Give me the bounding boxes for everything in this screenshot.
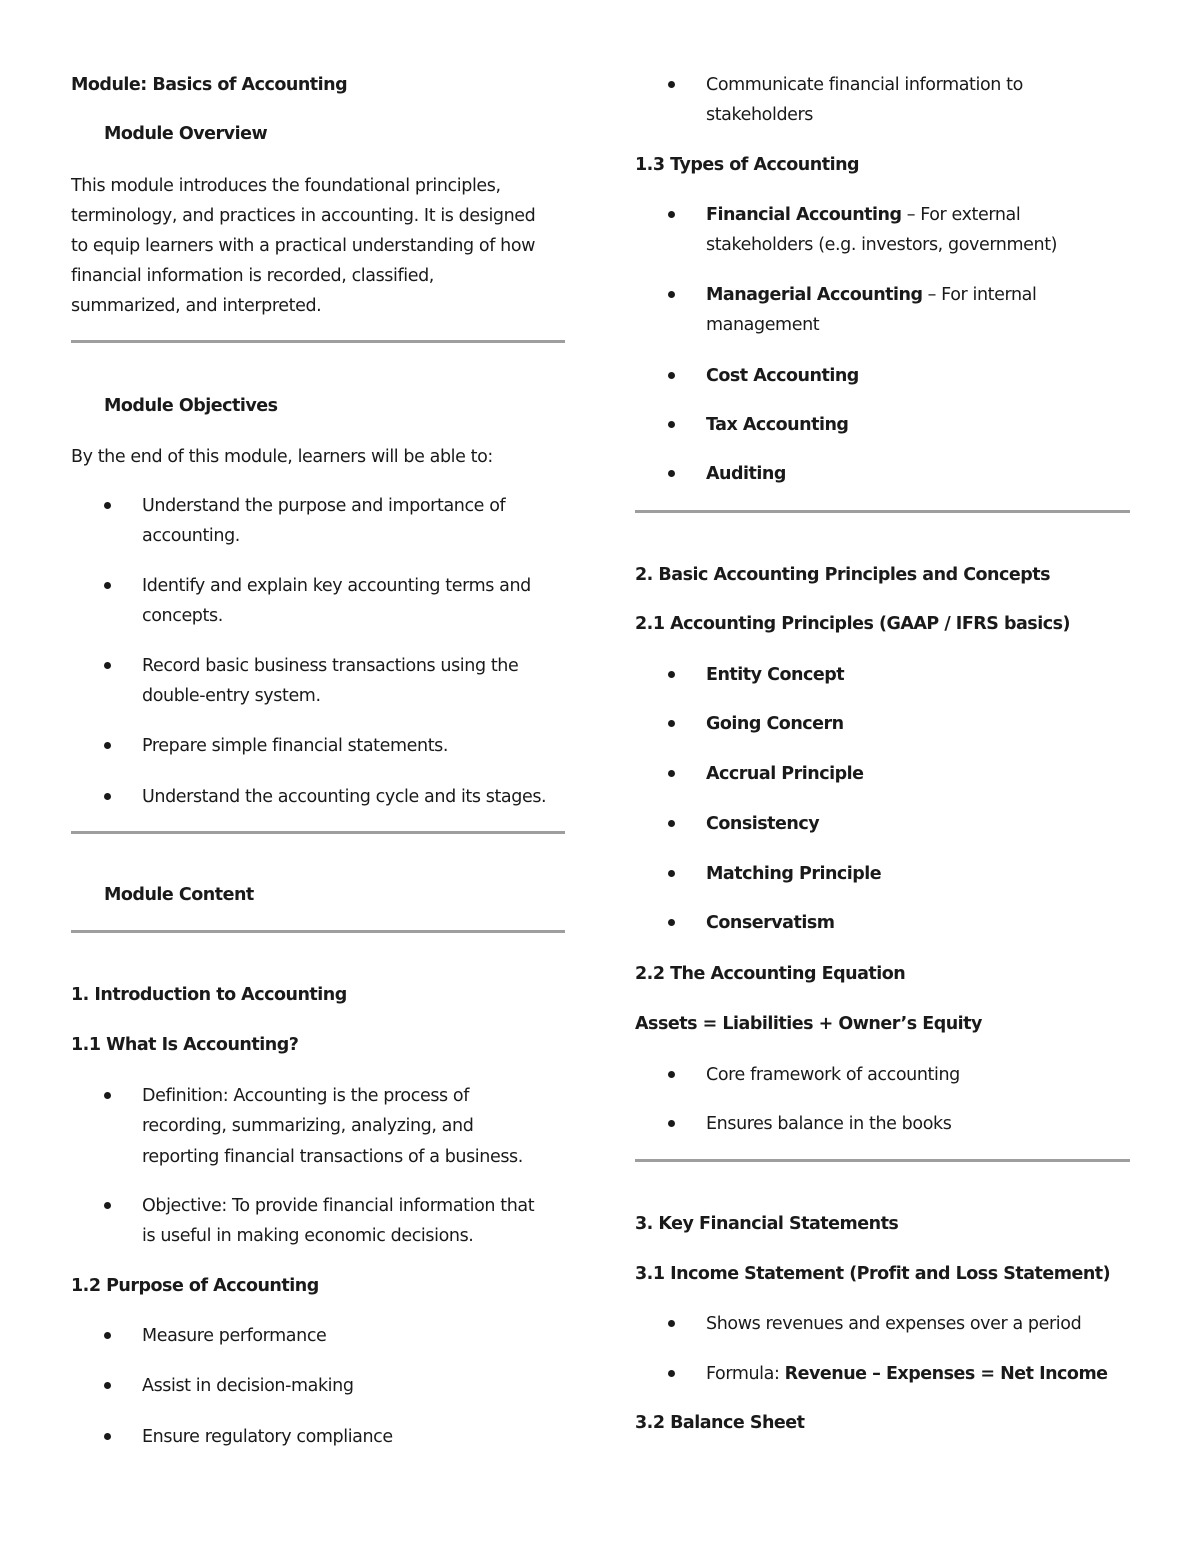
bullet-icon: [104, 1332, 111, 1339]
purpose-item: Communicate financial information to: [706, 75, 1023, 95]
bullet-icon: [104, 662, 111, 669]
bullet-icon: [104, 1092, 111, 1099]
bullet-icon: [668, 1370, 675, 1377]
subsection-heading: 3.2 Balance Sheet: [635, 1413, 805, 1433]
subsection-heading: 1.1 What Is Accounting?: [71, 1035, 299, 1055]
accounting-type-name: Auditing: [706, 464, 786, 484]
purpose-item: Assist in decision-making: [142, 1376, 354, 1396]
overview-text-line: to equip learners with a practical understanding of how: [71, 236, 536, 256]
bullet-icon: [668, 211, 675, 218]
accounting-type-desc: management: [706, 315, 820, 335]
principle-item: Matching Principle: [706, 864, 882, 884]
income-statement-formula: [706, 1359, 1108, 1389]
bullet-icon: [668, 870, 675, 877]
bullet-icon: [668, 291, 675, 298]
principle-item: Accrual Principle: [706, 764, 864, 784]
bullet-icon: [668, 421, 675, 428]
accounting-type-item: [706, 280, 1036, 310]
objective-item: accounting.: [142, 526, 240, 546]
subsection-heading: 2.2 The Accounting Equation: [635, 964, 906, 984]
bullet-icon: [668, 372, 675, 379]
section-divider: [635, 1159, 1130, 1162]
purpose-item: stakeholders: [706, 105, 814, 125]
bullet-icon: [104, 1202, 111, 1209]
equation-item: Ensures balance in the books: [706, 1114, 952, 1134]
bullet-icon: [668, 919, 675, 926]
overview-heading: Module Overview: [104, 124, 268, 144]
income-statement-item: Shows revenues and expenses over a period: [706, 1314, 1082, 1334]
bullet-icon: [104, 502, 111, 509]
bullet-icon: [104, 793, 111, 800]
objectives-heading: Module Objectives: [104, 396, 278, 416]
objective-definition-item: Objective: To provide financial information that: [142, 1196, 535, 1216]
bullet-icon: [668, 671, 675, 678]
objective-definition-item: is useful in making economic decisions.: [142, 1226, 474, 1246]
overview-text-line: terminology, and practices in accounting. It is designed: [71, 206, 536, 226]
objectives-intro: By the end of this module, learners will be able to:: [71, 447, 493, 467]
objective-item: Understand the accounting cycle and its stages.: [142, 787, 547, 807]
section1-heading: 1. Introduction to Accounting: [71, 985, 347, 1005]
formula-label: Formula:: [706, 1364, 785, 1384]
principle-item: Conservatism: [706, 913, 835, 933]
bullet-icon: [668, 1120, 675, 1127]
bullet-icon: [668, 820, 675, 827]
bullet-icon: [668, 720, 675, 727]
bullet-icon: [668, 1320, 675, 1327]
principle-item: Entity Concept: [706, 665, 845, 685]
principle-item: Consistency: [706, 814, 820, 834]
formula-expression: Revenue – Expenses = Net Income: [784, 1364, 1108, 1384]
accounting-type-name: Financial Accounting: [706, 205, 902, 225]
bullet-icon: [104, 582, 111, 589]
bullet-icon: [668, 1071, 675, 1078]
subsection-heading: 3.1 Income Statement (Profit and Loss Statement): [635, 1264, 1111, 1284]
bullet-icon: [104, 1433, 111, 1440]
objective-item: Record basic business transactions using the: [142, 656, 519, 676]
objective-item: Identify and explain key accounting terms and: [142, 576, 531, 596]
subsection-heading: 1.2 Purpose of Accounting: [71, 1276, 319, 1296]
objective-item: Understand the purpose and importance of: [142, 496, 506, 516]
module-title: Module: Basics of Accounting: [71, 75, 348, 95]
subsection-heading: 2.1 Accounting Principles (GAAP / IFRS basics): [635, 614, 1070, 634]
accounting-equation: Assets = Liabilities + Owner’s Equity: [635, 1014, 982, 1034]
overview-text-line: This module introduces the foundational principles,: [71, 176, 501, 196]
accounting-type-desc: – For external: [901, 205, 1021, 225]
purpose-item: Measure performance: [142, 1326, 327, 1346]
bullet-icon: [668, 81, 675, 88]
accounting-type-desc: stakeholders (e.g. investors, government): [706, 235, 1058, 255]
objective-item: double-entry system.: [142, 686, 321, 706]
accounting-type-name: Managerial Accounting: [706, 285, 923, 305]
purpose-item: Ensure regulatory compliance: [142, 1427, 393, 1447]
section3-heading: 3. Key Financial Statements: [635, 1214, 899, 1234]
accounting-type-name: Tax Accounting: [706, 415, 849, 435]
equation-item: Core framework of accounting: [706, 1065, 960, 1085]
bullet-icon: [104, 1382, 111, 1389]
overview-text-line: financial information is recorded, classified,: [71, 266, 434, 286]
section2-heading: 2. Basic Accounting Principles and Concepts: [635, 565, 1051, 585]
accounting-type-item: [706, 200, 1020, 230]
definition-item: recording, summarizing, analyzing, and: [142, 1116, 474, 1136]
content-heading: Module Content: [104, 885, 254, 905]
accounting-type-desc: – For internal: [922, 285, 1037, 305]
principle-item: Going Concern: [706, 714, 844, 734]
bullet-icon: [668, 770, 675, 777]
accounting-type-name: Cost Accounting: [706, 366, 859, 386]
section-divider: [71, 340, 565, 343]
bullet-icon: [668, 470, 675, 477]
section-divider: [71, 831, 565, 834]
section-divider: [635, 510, 1130, 513]
definition-item: Definition: Accounting is the process of: [142, 1086, 469, 1106]
subsection-heading: 1.3 Types of Accounting: [635, 155, 860, 175]
overview-text-line: summarized, and interpreted.: [71, 296, 322, 316]
bullet-icon: [104, 742, 111, 749]
section-divider: [71, 930, 565, 933]
objective-item: Prepare simple financial statements.: [142, 736, 449, 756]
objective-item: concepts.: [142, 606, 223, 626]
definition-item: reporting financial transactions of a business.: [142, 1147, 523, 1167]
